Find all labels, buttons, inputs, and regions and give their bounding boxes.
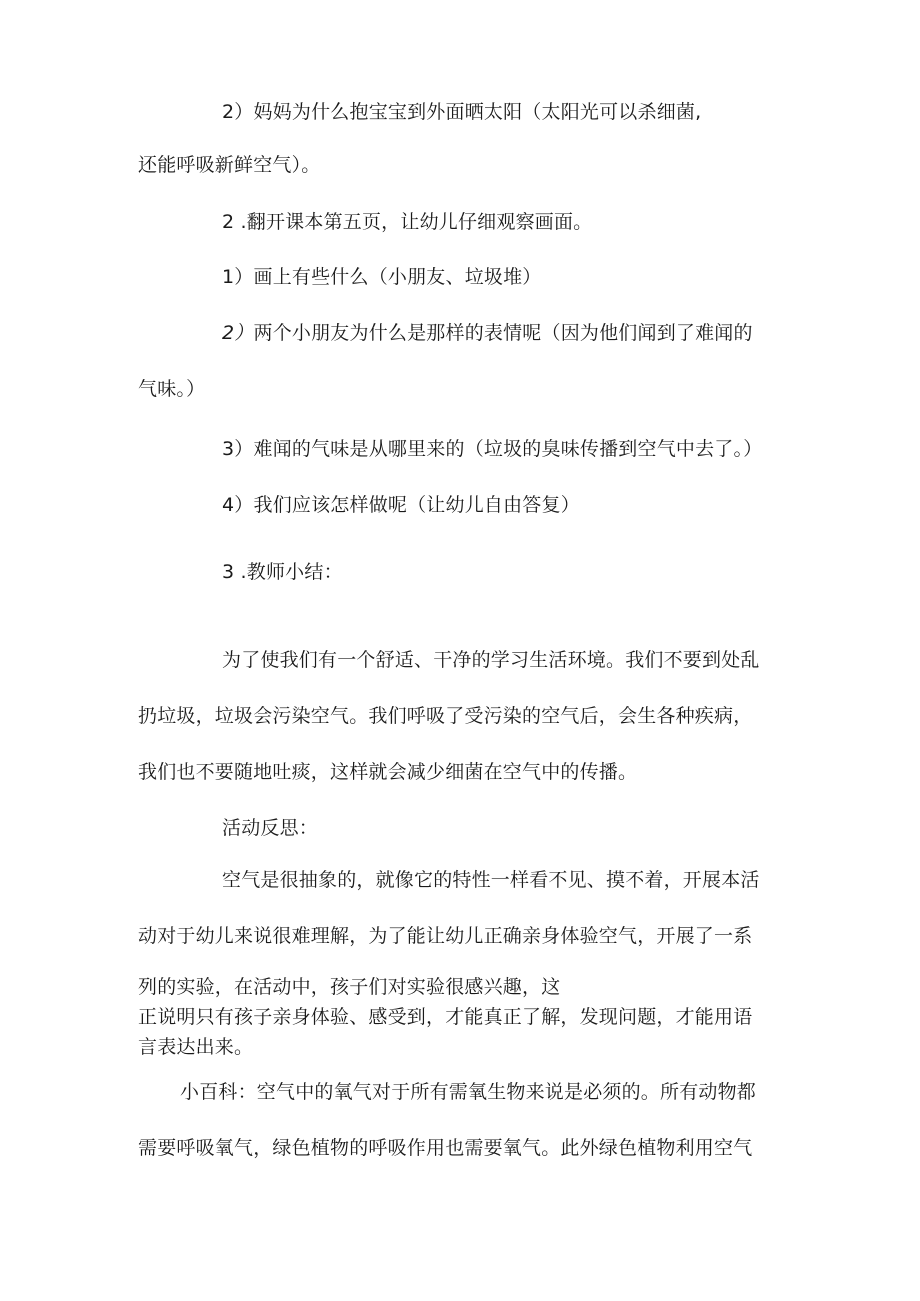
text-line: 4）我们应该怎样做呢（让幼儿自由答复） [222,494,580,516]
text-line: 我们也不要随地吐痰，这样就会减少细菌在空气中的传播。 [138,761,638,783]
text-line: 2）妈妈为什么抱宝宝到外面晒太阳（太阳光可以杀细菌, [222,101,702,123]
text-line: 还能呼吸新鲜空气）。 [138,154,321,176]
text-line [222,321,753,345]
text-line: 动对于幼儿来说很难理解，为了能让幼儿正确亲身体验空气，开展了一系 [138,925,753,947]
text-line: 空气是很抽象的，就像它的特性一样看不见、摸不着，开展本活 [222,869,760,891]
list-marker: 2） [222,322,254,344]
text-line: 扔垃圾，垃圾会污染空气。我们呼吸了受污染的空气后，会生各种疾病， [138,705,753,727]
text-line: 1）画上有些什么（小朋友、垃圾堆） [222,266,542,288]
text-line: 小百科：空气中的氧气对于所有需氧生物来说是必须的。所有动物都 [180,1081,757,1103]
text-line: 为了使我们有一个舒适、干净的学习生活环境。我们不要到处乱 [222,649,760,671]
text-line: 3）难闻的气味是从哪里来的（垃圾的臭味传播到空气中去了。） [222,438,763,460]
text-line: 3 .教师小结： [222,561,343,583]
text-line: 正说明只有孩子亲身体验、感受到，才能真正了解，发现问题，才能用语 [138,1006,753,1028]
text-line: 活动反思： [222,817,319,839]
text-line: 2 .翻开课本第五页，让幼儿仔细观察画面。 [222,211,593,233]
line-text: 两个小朋友为什么是那样的表情呢（因为他们闻到了难闻的 [253,322,753,344]
text-line: 言表达出来。 [138,1036,254,1058]
text-line: 需要呼吸氧气，绿色植物的呼吸作用也需要氧气。此外绿色植物利用空气 [138,1137,753,1159]
text-line: 列的实验，在活动中，孩子们对实验很感兴趣，这 [138,976,561,998]
text-line: 气味。） [138,378,206,400]
